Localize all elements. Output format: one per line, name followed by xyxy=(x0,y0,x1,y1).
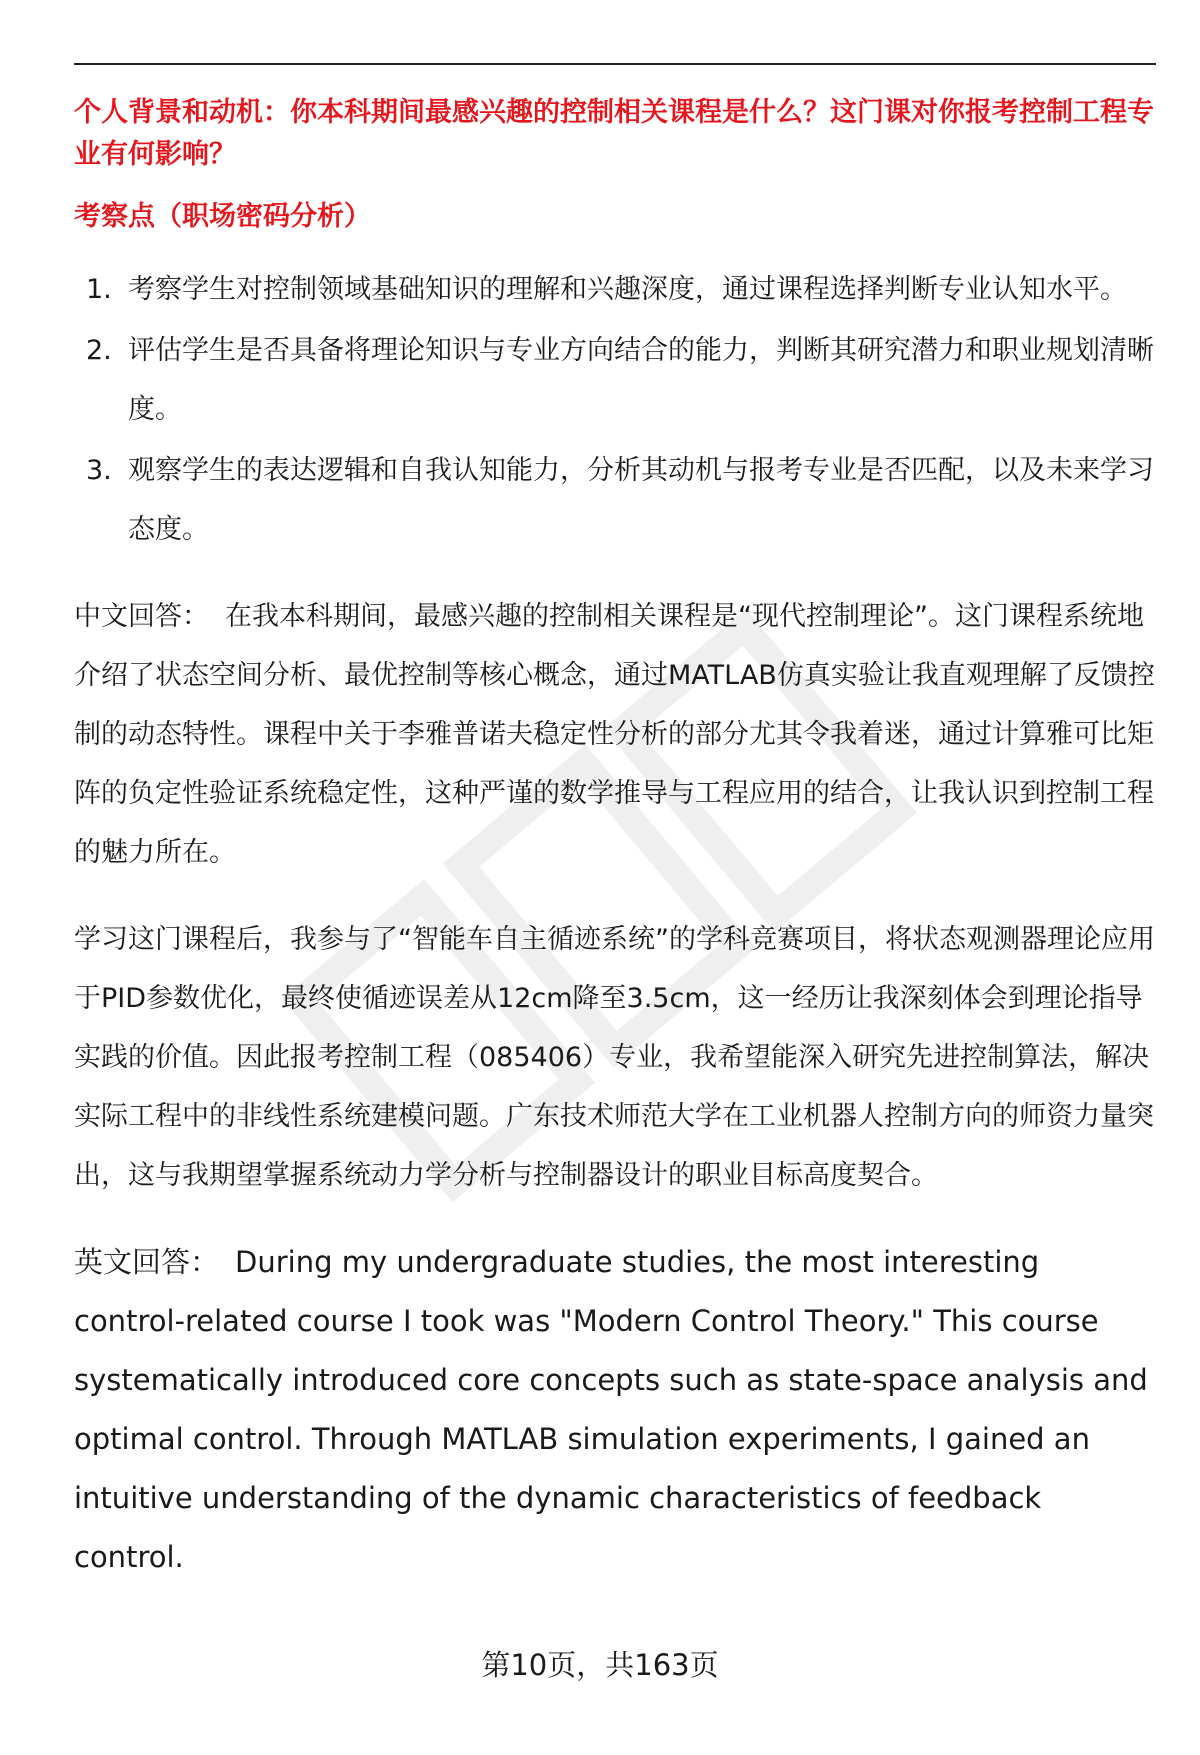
top-divider xyxy=(74,63,1156,65)
list-number: 1. xyxy=(86,274,112,305)
list-item-text: 观察学生的表达逻辑和自我认知能力，分析其动机与报考专业是否匹配，以及未来学习态度。 xyxy=(128,455,1154,545)
chinese-answer-text: 在我本科期间，最感兴趣的控制相关课程是“现代控制理论”。这门课程系统地介绍了状态空间分析、最优控制等核心概念，通过MATLAB仿真实验让我直观理解了反馈控制的动态特性。课程中关于李雅普诺夫稳定性分析的部分尤其令我着迷，通过计算雅可比矩阵的负定性验证系统稳定性，这种严谨的数学推导与工程应用的结合，让我认识到控制工程的魅力所在。 xyxy=(74,601,1155,868)
english-answer-text: During my undergraduate studies, the most interesting control-related course I took was "Modern Control Theory." This course systematically introduced core concepts such as state-space analysis and optimal control. Through MATLAB simulation experiments, I gained an intuitive understanding of the dynamic characteristics of feedback control. xyxy=(74,1245,1148,1574)
list-item xyxy=(74,441,1156,559)
chinese-answer-paragraph xyxy=(74,587,1156,882)
list-number: 3. xyxy=(86,455,112,486)
english-answer-paragraph xyxy=(74,1233,1156,1587)
page-content xyxy=(74,92,1156,1587)
english-answer-label: 英文回答： xyxy=(74,1245,220,1279)
list-item xyxy=(74,260,1156,319)
assessment-points-list xyxy=(74,260,1156,559)
chinese-answer-label: 中文回答： xyxy=(74,601,209,632)
list-item-text: 考察学生对控制领域基础知识的理解和兴趣深度，通过课程选择判断专业认知水平。 xyxy=(128,274,1127,305)
list-item xyxy=(74,321,1156,439)
list-item-text: 评估学生是否具备将理论知识与专业方向结合的能力，判断其研究潜力和职业规划清晰度。 xyxy=(128,335,1154,425)
page-number-footer: 第10页，共163页 xyxy=(481,1648,719,1682)
section-title: 考察点（职场密码分析） xyxy=(74,201,371,232)
chinese-answer-paragraph-2: 学习这门课程后，我参与了“智能车自主循迹系统”的学科竞赛项目，将状态观测器理论应用于PID参数优化，最终使循迹误差从12cm降至3.5cm，这一经历让我深刻体会到理论指导实践的价值。因此报考控制工程（085406）专业，我希望能深入研究先进控制算法，解决实际工程中的非线性系统建模问题。广东技术师范大学在工业机器人控制方向的师资力量突出，这与我期望掌握系统动力学分析与控制器设计的职业目标高度契合。 xyxy=(74,924,1155,1191)
question-heading: 个人背景和动机：你本科期间最感兴趣的控制相关课程是什么？这门课对你报考控制工程专业有何影响？ xyxy=(74,97,1154,170)
list-number: 2. xyxy=(86,335,112,366)
